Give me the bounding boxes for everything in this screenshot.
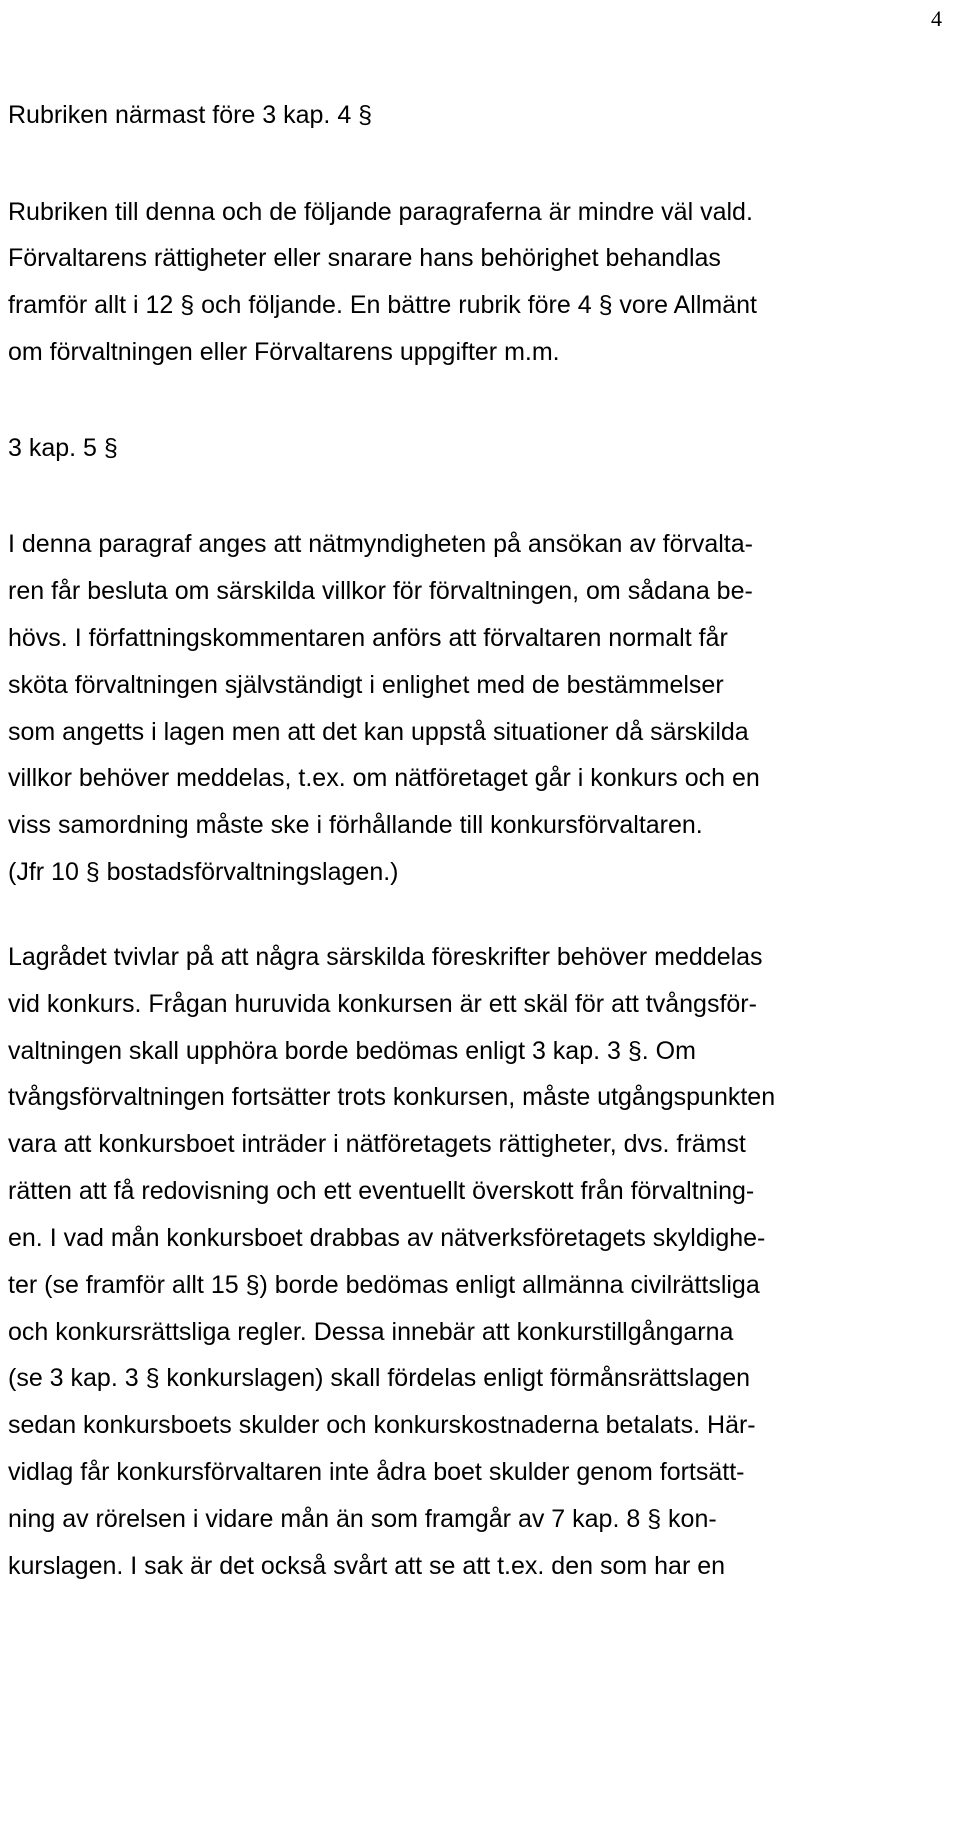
paragraph-line: rätten att få redovisning och ett eventuellt överskott från förvaltning-	[8, 1177, 755, 1205]
section-heading-1: Rubriken närmast före 3 kap. 4 §	[8, 101, 373, 129]
paragraph-line: ren får besluta om särskilda villkor för förvaltningen, om sådana be-	[8, 577, 753, 605]
paragraph-line: villkor behöver meddelas, t.ex. om nätföretaget går i konkurs och en	[8, 764, 760, 792]
paragraph-line: I denna paragraf anges att nätmyndigheten på ansökan av förvalta-	[8, 530, 753, 558]
paragraph-line: framför allt i 12 § och följande. En bättre rubrik före 4 § vore Allmänt	[8, 291, 757, 319]
paragraph-line: vara att konkursboet inträder i nätföretagets rättigheter, dvs. främst	[8, 1130, 746, 1158]
paragraph-line: kurslagen. I sak är det också svårt att se att t.ex. den som har en	[8, 1552, 726, 1580]
paragraph-line: sedan konkursboets skulder och konkurskostnaderna betalats. Här-	[8, 1411, 756, 1439]
paragraph-line: viss samordning måste ske i förhållande till konkursförvaltaren.	[8, 811, 703, 839]
paragraph-line: vidlag får konkursförvaltaren inte ådra boet skulder genom fortsätt-	[8, 1458, 745, 1486]
paragraph-line: Rubriken till denna och de följande paragraferna är mindre väl vald.	[8, 198, 753, 226]
paragraph-line: om förvaltningen eller Förvaltarens uppgifter m.m.	[8, 338, 560, 366]
paragraph-line: valtningen skall upphöra borde bedömas enligt 3 kap. 3 §. Om	[8, 1037, 696, 1065]
paragraph-line: hövs. I författningskommentaren anförs att förvaltaren normalt får	[8, 624, 728, 652]
paragraph-line: Förvaltarens rättigheter eller snarare hans behörighet behandlas	[8, 244, 721, 272]
paragraph-line: som angetts i lagen men att det kan uppstå situationer då särskilda	[8, 718, 749, 746]
paragraph-line: Lagrådet tvivlar på att några särskilda föreskrifter behöver meddelas	[8, 943, 763, 971]
section-heading-2: 3 kap. 5 §	[8, 434, 118, 462]
page-number: 4	[931, 6, 942, 31]
paragraph-line: tvångsförvaltningen fortsätter trots konkursen, måste utgångspunkten	[8, 1083, 776, 1111]
paragraph-line: (se 3 kap. 3 § konkurslagen) skall fördelas enligt förmånsrättslagen	[8, 1364, 751, 1392]
paragraph-line: sköta förvaltningen självständigt i enlighet med de bestämmelser	[8, 671, 724, 699]
paragraph-line: ning av rörelsen i vidare mån än som framgår av 7 kap. 8 § kon-	[8, 1505, 717, 1533]
paragraph-line: ter (se framför allt 15 §) borde bedömas enligt allmänna civilrättsliga	[8, 1271, 760, 1299]
paragraph-line: vid konkurs. Frågan huruvida konkursen är ett skäl för att tvångsför-	[8, 990, 757, 1018]
paragraph-line: och konkursrättsliga regler. Dessa innebär att konkurstillgångarna	[8, 1318, 734, 1346]
paragraph-line: en. I vad mån konkursboet drabbas av nätverksföretagets skyldighe-	[8, 1224, 766, 1252]
paragraph-line: (Jfr 10 § bostadsförvaltningslagen.)	[8, 858, 399, 886]
